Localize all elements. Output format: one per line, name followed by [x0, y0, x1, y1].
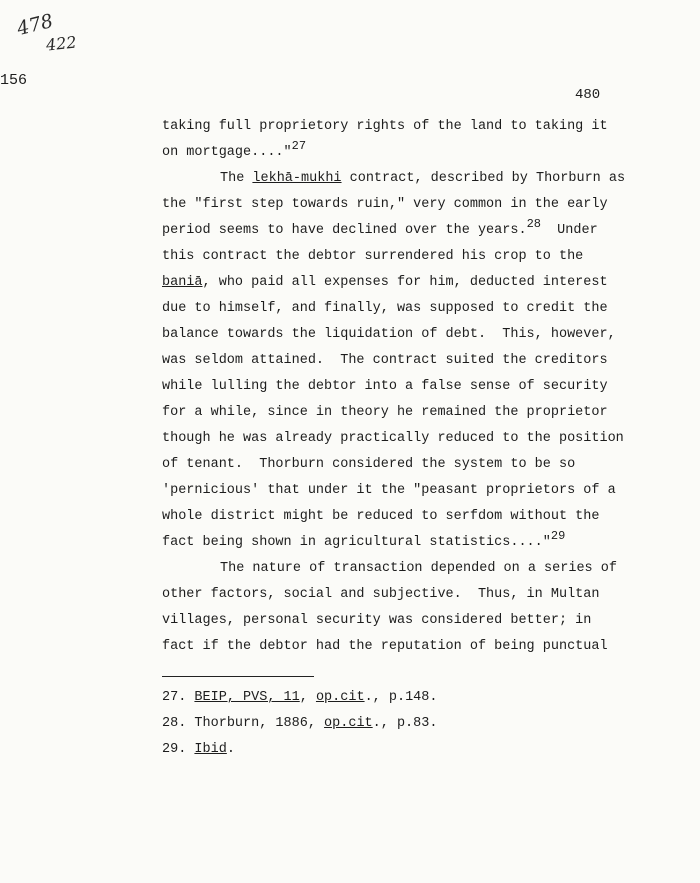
body-text	[162, 114, 632, 660]
term-lekha-mukhi: lekhā-mukhi	[252, 171, 342, 186]
text-line: while lulling the debtor into a false sense of security	[162, 379, 608, 394]
footnote: 27. BEIP, PVS, 11, op.cit., p.148.	[162, 690, 438, 705]
handwritten-page-mark-secondary: 422	[45, 32, 78, 55]
paragraph-start-line: The lekhā-mukhi contract, described by Thorburn as	[220, 171, 626, 186]
handwritten-page-mark: 478	[14, 9, 56, 41]
text-line: due to himself, and finally, was supposed to credit the	[162, 301, 608, 316]
paragraph-start-line: The nature of transaction depended on a series of	[220, 561, 617, 576]
footnote-ref: 28	[526, 217, 541, 231]
text-line: fact if the debtor had the reputation of being punctual	[162, 639, 608, 654]
text-line: taking full proprietory rights of the land to taking it	[162, 119, 608, 134]
text-line: was seldom attained. The contract suited the creditors	[162, 353, 608, 368]
text-line: period seems to have declined over the years.$^{28}$ Under	[162, 217, 598, 238]
page-number: 480	[575, 87, 601, 103]
text-line: villages, personal security was considered better; in	[162, 613, 592, 628]
text-line: fact being shown in agricultural statistics...."$^{29}$	[162, 529, 566, 550]
text-line: the "first step towards ruin," very common in the early	[162, 197, 608, 212]
footnote-divider	[162, 676, 314, 677]
footnotes	[162, 685, 437, 763]
text-line: on mortgage...."$^{27}$	[162, 139, 307, 160]
text-line: whole district might be reduced to serfdom without the	[162, 509, 600, 524]
footnote: 29. Ibid.	[162, 742, 235, 757]
text-line: for a while, since in theory he remained the proprietor	[162, 405, 608, 420]
term-bania: baniā	[162, 275, 203, 290]
footnote: 28. Thorburn, 1886, op.cit., p.83.	[162, 716, 438, 731]
text-line: though he was already practically reduced to the position	[162, 431, 624, 446]
text-line: 'pernicious' that under it the "peasant proprietors of a	[162, 483, 616, 498]
text-line: baniā, who paid all expenses for him, deducted interest	[162, 275, 608, 290]
footnote-ref: 29	[550, 529, 566, 543]
text-line: this contract the debtor surrendered his crop to the	[162, 249, 584, 264]
margin-page-number: 156	[0, 72, 28, 89]
text-line: balance towards the liquidation of debt. This, however,	[162, 327, 616, 342]
text-line: other factors, social and subjective. Thus, in Multan	[162, 587, 600, 602]
text-line: of tenant. Thorburn considered the system to be so	[162, 457, 576, 472]
footnote-ref: 27	[291, 139, 307, 153]
